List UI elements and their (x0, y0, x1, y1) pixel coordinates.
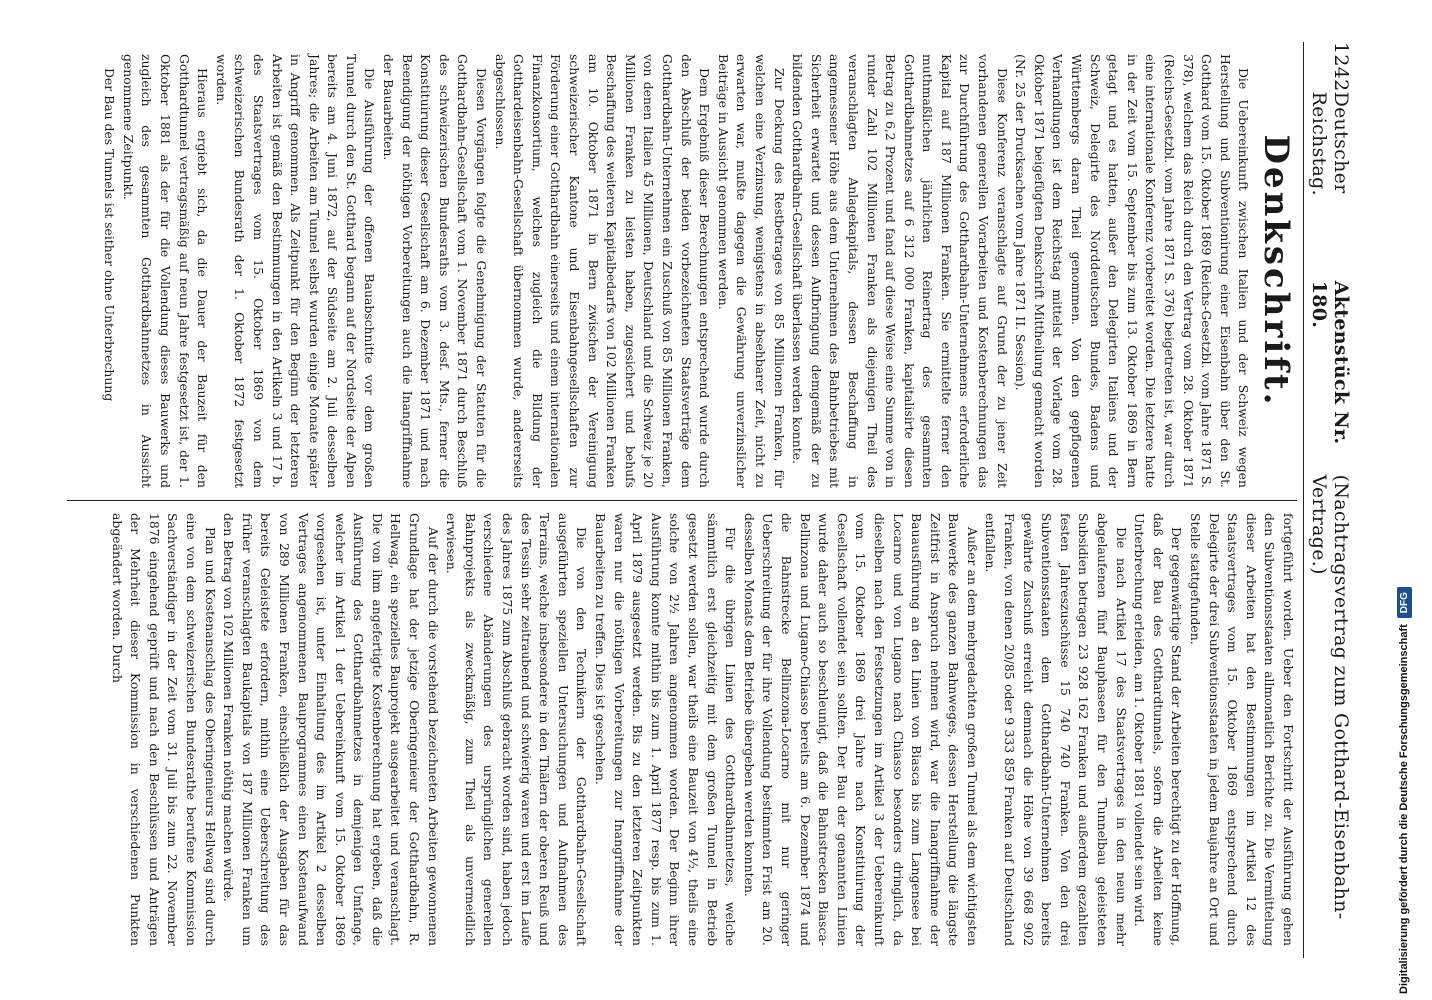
text-columns (67, 42, 1297, 958)
paragraph: Außer an dem mehrgedachten großen Tunnel als dem wichtigsten Bauwerke des ganzen Bahnweges, dessen Herstellung die längste Zeitfrist in Anspruch nehmen wird, war die Inangriffnahme der Bauausführung an den Linien von Biasca bis zum Langensee bei Locarno und von Lugano nach Chiasso besonders dringlich, da dieselben nach den Festsetzungen im Artikel 3 der Uebereinkunft vom 15. Oktober 1869 drei Jahre nach Konstituirung der Gesellschaft vollendet sein sollten. Der Bau der genannten Linien wurde daher auch so beschleunigt, daß die Bahnstrecken Biasca-Bellinzona und Lugano-Chiasso bereits am 6. Dezember 1874 und die Bahnstrecke Bellinzona-Locarno mit nur geringer Ueberschreitung der für ihre Vollendung bestimmten Frist am 20. desselben Monats dem Betriebe übergeben werden konnten. (741, 513, 980, 946)
paragraph: Diesen Vorgängen folgte die Genehmigung der Statuten für die Gotthardbahn-Gesellschaft vom 1. November 1871 durch Beschluß des schweizerischen Bundesraths vom 3. desf. Mts., ferner die Konstituirung dieser Gesellschaft am 6. Dezember 1871 und nach Beendigung der nöthigen Vorbereitungen auch die Inangriffnahme der Bauarbeiten. (381, 54, 490, 488)
paragraph: Der gegenwärtige Stand der Arbeiten berechtigt zu der Hoffnung, daß der Bau des Gotthardtunnels, sofern die Arbeiten keine Unterbrechung erleiden, am 1. Oktober 1881 vollendet sein wird. (1132, 513, 1185, 946)
publication-name: Deutscher Reichstag. (1308, 91, 1352, 196)
document-title: Denkschrift. (1256, 134, 1296, 408)
paragraph: Plan und Kostenanschlag des Oberingenieurs Hellwag sind durch eine von dem schweizerischen Bundesrathe berufene Kommission Sachverständiger in der Zeit vom 31. Juli bis zum 22. November 1876 eingehend geprüft und nach den Beschlüssen und Anträgen der Mehrheit dieser Kommission in verschiedenen Punkten abgeändert worden. Durch (109, 513, 218, 946)
page-header (1303, 42, 1352, 958)
paragraph: Diese Konferenz veranschlagte auf Grund der zu jener Zeit vorhandenen generellen Vorarbeiten und Kostenberechnungen das zur Durchführung des Gotthardbahn-Unternehmens erforderliche Kapital auf 187 Millionen Franken. Sie ermittelte ferner den muthmaßlichen jährlichen Reinertrag des gesammten Gotthardbahnnetzes auf 6 312 000 Franken, kapitalisirte diesen Betrag zu 6,2 Prozent und fand auf diese Weise eine Summe von in runder Zahl 102 Millionen Franken als diejenigen Theil des veranschlagten Anlagekapitals, dessen Beschaffung in angemessener Höhe aus dem Unternehmen des Bahnbetriebes mit Sicherheit erwartet und dessen Aufbringung demgemäß der zu bildenden Gotthardbahn-Gesellschaft überlassen werden konnte. (790, 54, 1010, 488)
paragraph: Dem Ergebniß dieser Berechnungen entsprechend wurde durch den Abschluß der beiden vorbezeichneten Staatsverträge dem Gotthardbahn-Unternehmen ein Zuschuß von 85 Millionen Franken, von denen Italien 45 Millionen, Deutschland und die Schweiz je 20 Millionen Franken zu leisten haben, zugesichert und behufs Beschaffung des weiteren Kapitalbedarfs von 102 Millionen Franken am 10. Oktober 1871 in Bern zwischen der Vereinigung schweizerischer Kantone und Eisenbahngesellschaften zur Förderung einer Gotthardbahn einerseits und einem internationalen Finanzkonsortium, welches zugleich die Bildung der Gotthardeisenbahn-Gesellschaft übernommen wurde, andererseits abgeschlossen. (492, 54, 713, 488)
paragraph: Die von den Technikern der Gotthardbahn-Gesellschaft ausgeführten speziellen Untersuchungen und Aufnahmen des Terrains, welche insbesondere in den Thälern der oberen Reuß und des Tessin sehr zeitraubend und schwierig waren und erst im Laufe des Jahres 1875 zum Abschluß gebracht worden sind, haben jedoch verschiedene Abänderungen des ursprünglichen generellen Bahnprojekts als zweckmäßig, zum Theil als unvermeidlich erwiesen. (444, 513, 590, 946)
running-subject: (Nachtragsvertrag zum Gotthard-Eisenbahn-Vertrage.) (1308, 474, 1352, 920)
dfg-logo: DFG (1397, 587, 1412, 618)
page-number: 1242 (1330, 42, 1352, 92)
paragraph: Für die übrigen Linien des Gotthardbahnnetzes, welche sämmtlich erst gleichzeitig mit dem großen Tunnel in Betrieb gesetzt werden sollen, war theils eine Bauzeit von 4½, theils eine solche von 2½ Jahren angenommen worden. Der Beginn ihrer Ausführung konnte mithin bis zum 1. April 1877 resp. bis zum 1. April 1879 ausgesetzt werden. Bis zu den letzteren Zeitpunkten waren nur die nöthigen Vorbereitungen zur Inangriffnahme der Bauarbeiten zu treffen. Dies ist geschehen. (593, 513, 739, 946)
paragraph: Die Ausführung der offenen Bauabschnitte vor dem großen Tunnel durch den St. Gotthard begann auf der Nordseite der Alpen bereits am 4. Juni 1872, auf der Südseite am 2. Juli desselben Jahres; die Arbeiten am Tunnel selbst wurden einige Monate später in Angriff genommen. Als Zeitpunkt für den Beginn der letzteren Arbeiten ist gemäß den Bestimmungen in den Artikeln 3 und 17 b. des Staatsvertrages vom 15. Oktober 1869 von dem schweizerischen Bundesrath der 1. Oktober 1872 festgesetzt worden. (213, 54, 378, 488)
digitization-credit (1382, 6, 1426, 994)
paragraph: Hieraus ergiebt sich, da die Dauer der Bauzeit für den Gotthardtunnel vertragsmäßig auf neun Jahre festgesetzt ist, der 1. Oktober 1881 als der für die Vollendung dieses Bauwerks und zugleich des gesammten Gotthardbahnnetzes in Aussicht genommene Zeitpunkt. (120, 54, 211, 488)
digitization-note: Digitalisierung gefördert durch die Deutsche Forschungsgemeinschaft (1398, 624, 1410, 994)
paragraph: Auf der durch die vorstehend bezeichneten Arbeiten gewonnenen Grundlage hat der jetzige Oberingenieur der Gotthardbahn, R. Hellwag, ein spezielles Bauprojekt ausgearbeitet und veranschlagt. Die von ihm angefertigte Kostenberechnung hat ergeben, daß die Ausführung des Gotthardbahnnetzes in demjenigen Umfange, welcher im Artikel 1 der Uebereinkunft vom 15. Oktober 1869 vorgesehen ist, unter Einhaltung des im Artikel 2 desselben Vertrages angenommenen Bauprogrammes einen Kostenaufwand von 289 Millionen Franken, einschließlich der Ausgaben für das bereits Geleistete erfordern, mithin eine Ueberschreitung des früher veranschlagten Baukapitals von 187 Millionen Franken um den Betrag von 102 Millionen Franken nöthig machen würde. (221, 513, 441, 946)
paragraph: Der Bau des Tunnels ist seither ohne Unterbrechung (102, 68, 118, 402)
right-column (67, 500, 1297, 958)
paragraph: Die Uebereinkunft zwischen Italien und der Schweiz wegen Herstellung und Subventionirung einer Eisenbahn über den St. Gotthard vom 15. Oktober 1869 (Reichs-Gesetzbl. vom Jahre 1871 S. 378), welchem das Reich durch den Vertrag vom 28. Oktober 1871 (Reichs-Gesetzbl. vom Jahre 1871 S. 376) beigetreten ist, war durch eine internationale Konferenz vorbereitet worden. Die letztere hatte in der Zeit vom 15. September bis zum 13. Oktober 1869 in Bern getagt und es hatten, außer den Delegirten Italiens und der Schweiz, Delegirte des Norddeutschen Bundes, Badens und Württembergs daran Theil genommen. Von den gepflogenen Verhandlungen ist dem Reichstag mittelst der Vorlage vom 28. Oktober 1871 beigefügten Denkschrift Mittheilung gemacht worden (Nr. 25 der Drucksachen vom Jahre 1871 II. Session). (1013, 54, 1252, 488)
left-column (67, 42, 1297, 500)
paragraph: Zur Deckung des Restbetrages von 85 Millionen Franken, für welchen eine Verzinsung, wenigstens in absehbarer Zeit, nicht zu erwarten war, mußte dagegen die Gewährung unverzinslicher Beiträge in Aussicht genommen werden. (715, 54, 787, 488)
paragraph: Die nach Artikel 17 des Staatsvertrages in den neun mehr abgelaufenen fünf Bauphaseen für den Tunnelbau geleisteten Subsidien betragen 23 928 162 Franken und außerdem gezahlten festen Jahreszuschüsse 15 740 740 Franken. Von den drei Subventionsstaaten dem Gotthardbahn-Unternehmen bereits gewährte Zuschuß erreicht demnach die Höhe von 39 668 902 Franken, von denen 20/85 oder 9 333 859 Franken auf Deutschland entfallen. (983, 513, 1129, 946)
item-number: Aktenstück Nr. 180. (1308, 280, 1352, 445)
document-page (60, 20, 1370, 980)
paragraph: fortgeführt worden. Ueber den Fortschritt der Ausführung gehen den Subventionsstaaten allmonatlich Berichte zu. Die Vermittelung dieser Arbeiten hat den Bestimmungen im Artikel 12 des Staatsvertrages vom 15. Oktober 1869 entsprechend durch Delegirte der drei Subventionsstaaten in jedem Baujahre an Ort und Stelle stattgefunden. (1188, 513, 1296, 946)
